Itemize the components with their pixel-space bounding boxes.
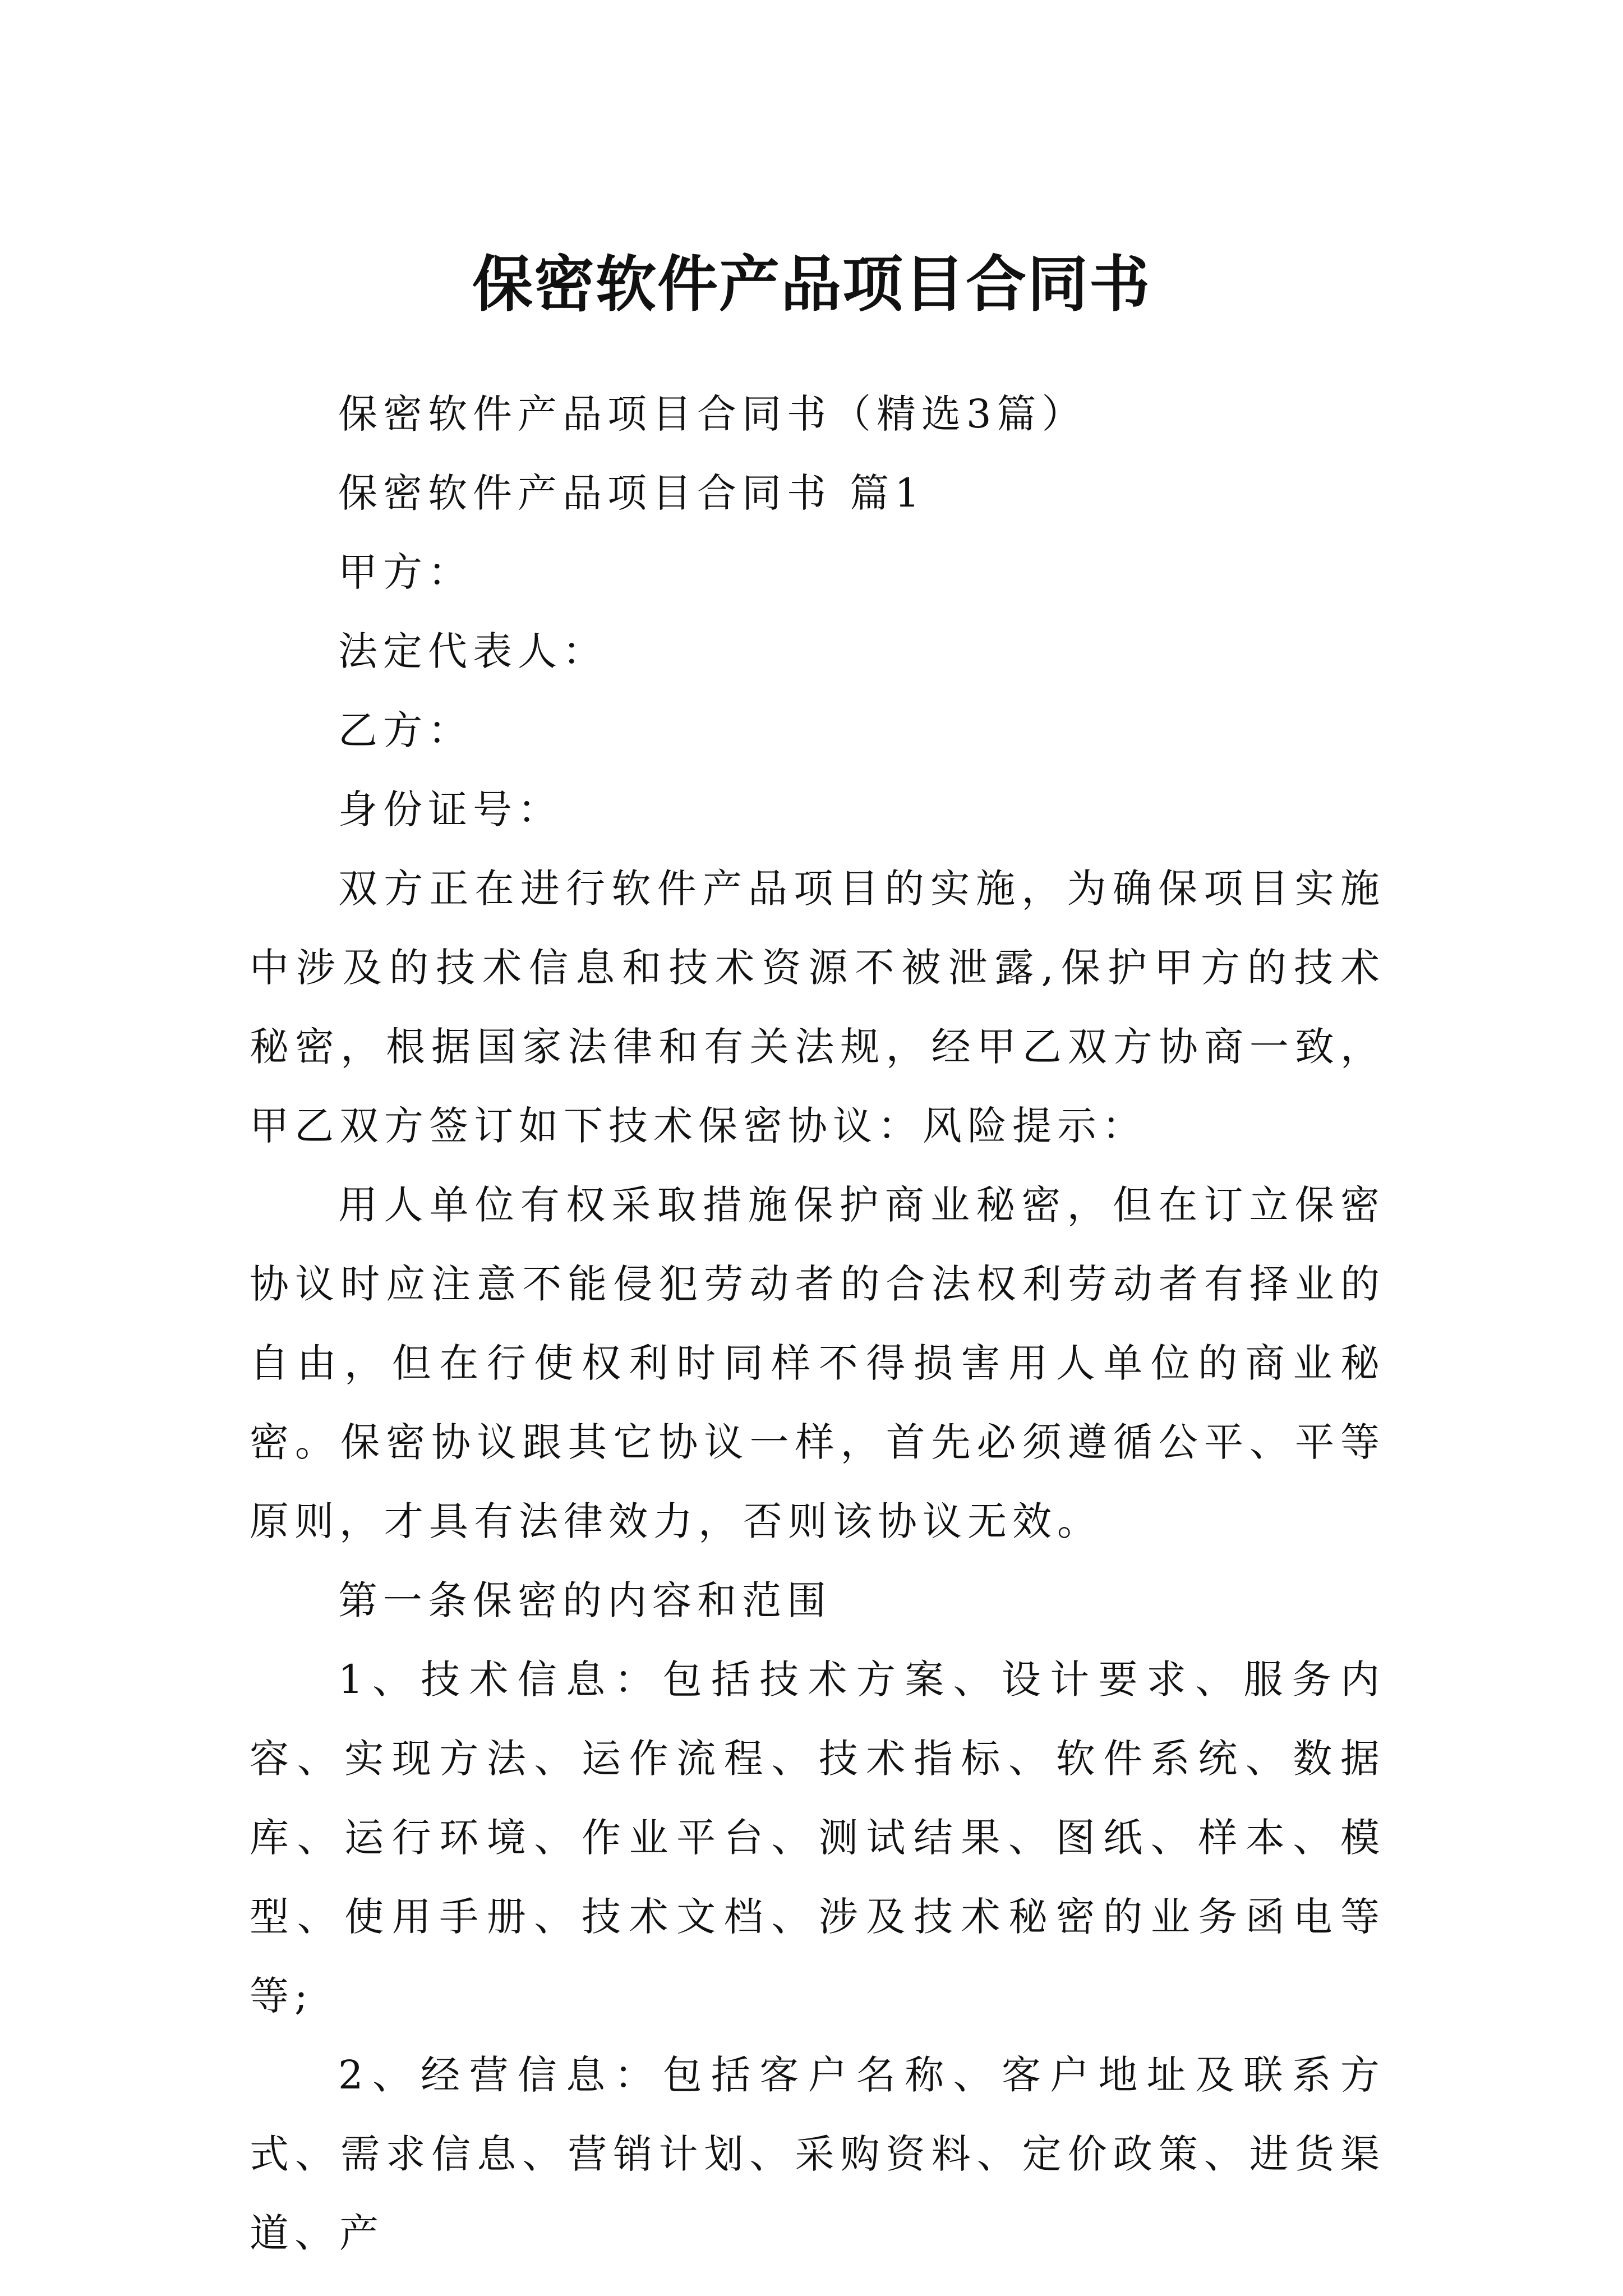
intro-paragraph: 双方正在进行软件产品项目的实施，为确保项目实施中涉及的技术信息和技术资源不被泄露,保护甲方的技术秘密，根据国家法律和有关法规，经甲乙双方协商一致，甲乙双方签订如下技术保密协议：风险提示： [250, 866, 1385, 1149]
id-number-label: 身份证号： [338, 786, 562, 832]
party-b-label: 乙方： [338, 707, 473, 753]
section-heading: 保密软件产品项目合同书 篇1 [338, 470, 925, 516]
risk-paragraph: 用人单位有权采取措施保护商业秘密，但在订立保密协议时应注意不能侵犯劳动者的合法权利劳动者有择业的自由，但在行使权利时同样不得损害用人单位的商业秘密。保密协议跟其它协议一样，首先必须遵循公平、平等原则，才具有法律效力，否则该协议无效。 [250, 1182, 1385, 1544]
party-a-label: 甲方： [338, 549, 473, 595]
document-body [250, 375, 1385, 2273]
item-2-paragraph: 2、经营信息：包括客户名称、客户地址及联系方式、需求信息、营销计划、采购资料、定价政策、进货渠道、产 [250, 2052, 1385, 2256]
legal-rep-label: 法定代表人： [338, 628, 607, 674]
subtitle-line: 保密软件产品项目合同书（精选3篇） [338, 391, 1087, 437]
document-title: 保密软件产品项目合同书 [472, 249, 1151, 320]
article-1-heading: 第一条保密的内容和范围 [338, 1577, 832, 1623]
item-1-paragraph: 1、技术信息：包括技术方案、设计要求、服务内容、实现方法、运作流程、技术指标、软件系统、数据库、运行环境、作业平台、测试结果、图纸、样本、模型、使用手册、技术文档、涉及技术秘密的业务函电等等; [250, 1657, 1385, 2019]
